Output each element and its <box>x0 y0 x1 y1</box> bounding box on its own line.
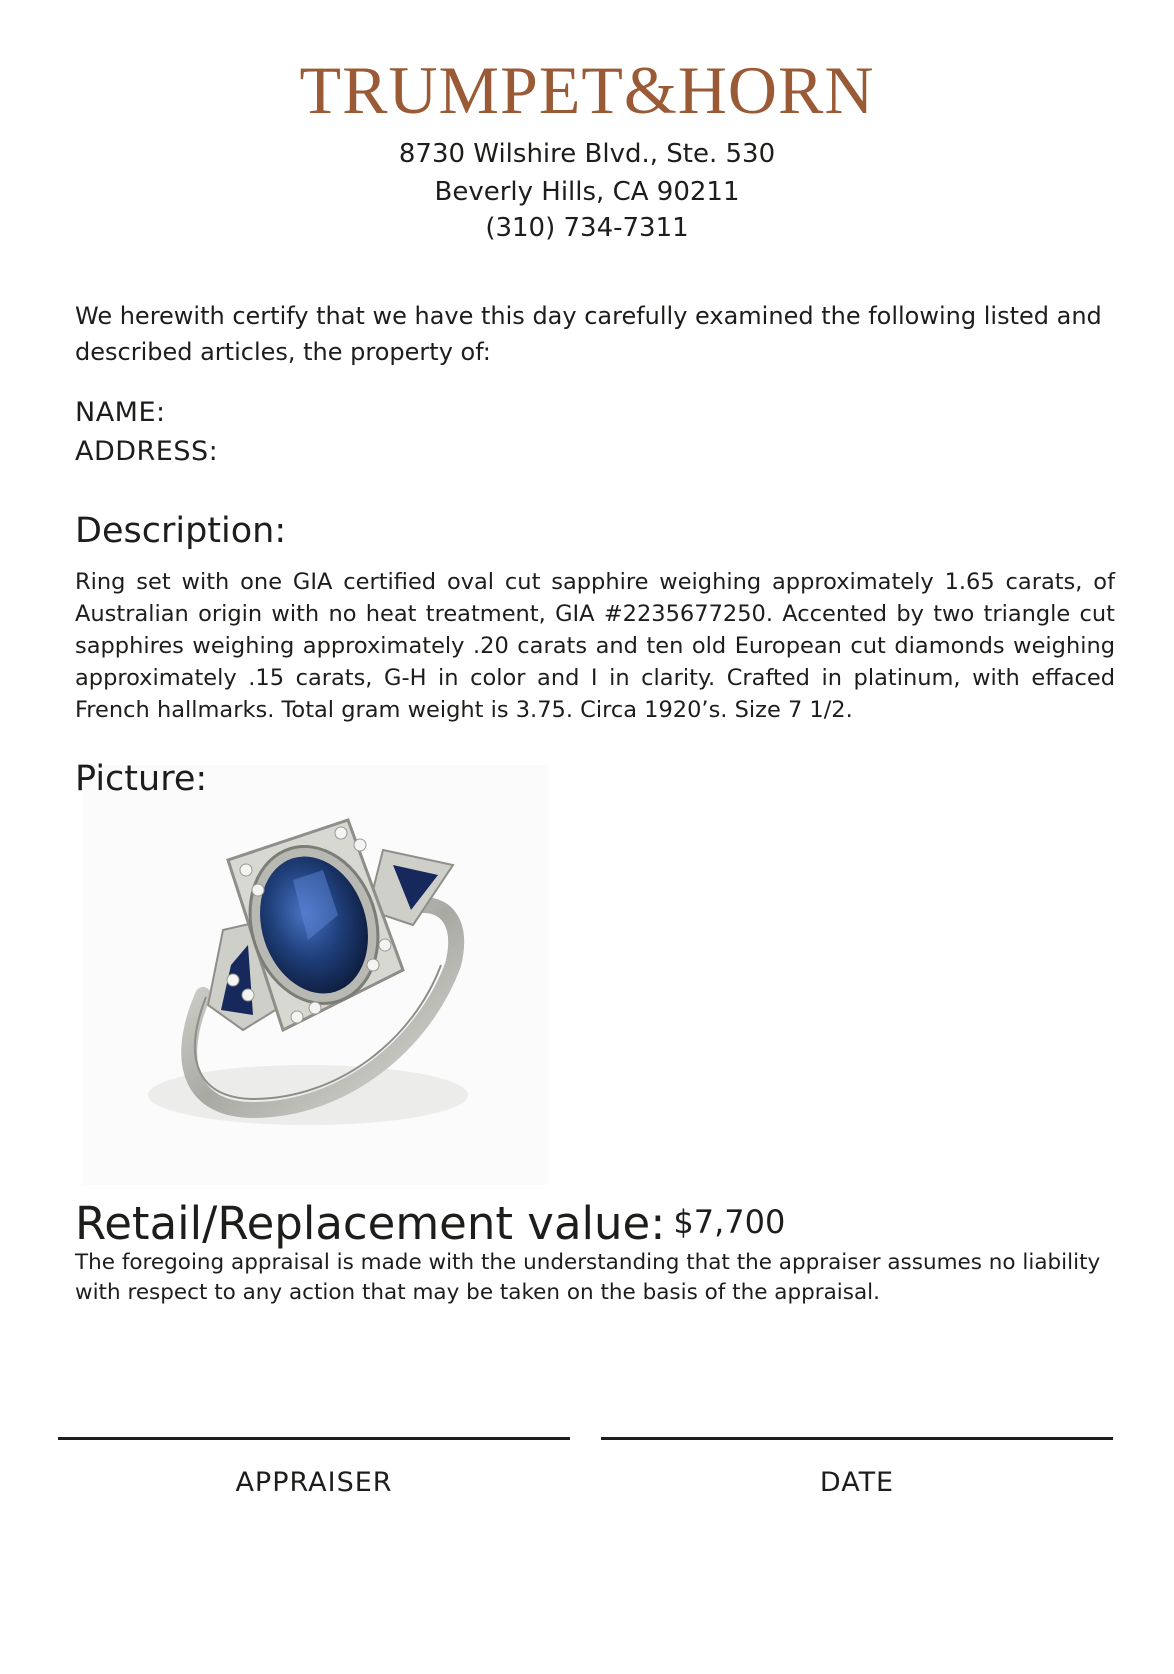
ring-icon <box>83 765 548 1185</box>
appraiser-label: APPRAISER <box>235 1467 393 1498</box>
retail-value-row <box>75 1196 785 1252</box>
date-label: DATE <box>819 1467 895 1498</box>
picture-heading: Picture: <box>75 759 208 799</box>
description-text: Ring set with one GIA certified oval cut sapphire weighing approximately 1.65 carats, of Australian origin with no heat treatment, GIA #2235677250. Accented by two triangle cut sapphires weighing approximately .20 carats and ten old European cut diamonds weighing approximately .15 carats, G-H in color and I in clarity. Crafted in platinum, with effaced French hallmarks. Total gram weight is 3.75. Circa 1920’s. Size 7 1/2. <box>75 569 1115 723</box>
retail-value-label: Retail/Replacement value: <box>75 1197 666 1250</box>
date-signature-line <box>601 1437 1113 1440</box>
address-label: ADDRESS: <box>75 436 219 467</box>
address-line-2: Beverly Hills, CA 90211 <box>434 177 740 207</box>
certification-statement: We herewith certify that we have this day carefully examined the following listed and described articles, the property of: <box>75 302 1102 366</box>
name-label: NAME: <box>75 397 166 428</box>
appraiser-signature-line <box>58 1437 570 1440</box>
description-heading: Description: <box>75 511 287 551</box>
brand-logo: TRUMPET&HORN <box>299 52 875 128</box>
disclaimer-text: The foregoing appraisal is made with the understanding that the appraiser assumes no liability with respect to any action that may be taken on the basis of the appraisal. <box>75 1250 1101 1305</box>
address-line-1: 8730 Wilshire Blvd., Ste. 530 <box>398 139 776 169</box>
retail-value-amount: $7,700 <box>673 1203 786 1241</box>
ring-photo <box>83 765 548 1185</box>
phone-number: (310) 734-7311 <box>485 213 689 243</box>
